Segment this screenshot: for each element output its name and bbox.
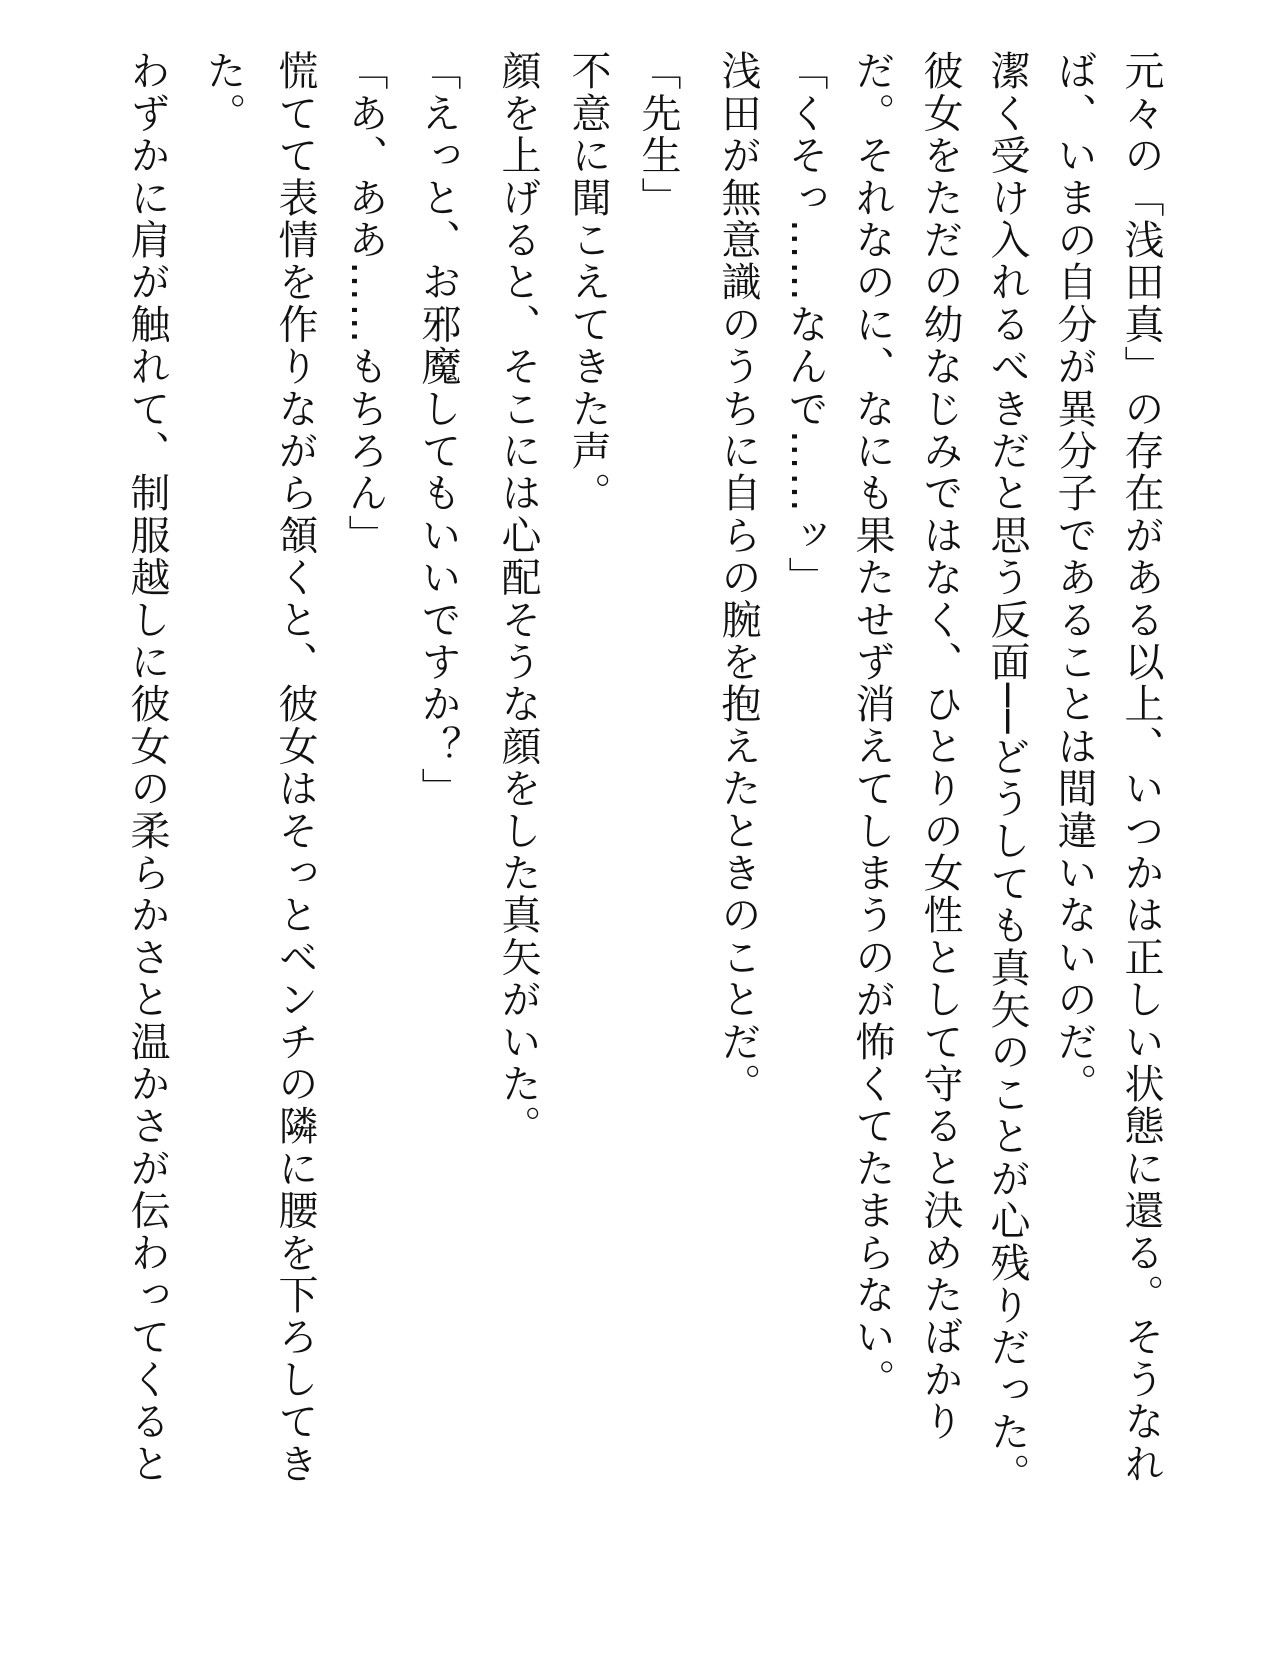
text-column-3: 潔く受け入れるべきだと思う反面──どうしても真矢のことが心残りだった。 <box>984 50 1030 1496</box>
text-column-14: た。 <box>200 50 246 135</box>
text-column-9: 不意に聞こえてきた声。 <box>565 50 611 515</box>
text-column-8: 「先生」 <box>635 50 681 219</box>
text-column-12: 「あ、ああ……もちろん」 <box>342 50 388 557</box>
text-column-4: 彼女をただの幼なじみではなく、ひとりの女性として守ると決めたばかり <box>917 50 963 1443</box>
text-column-5: だ。それなのに、なにも果たせず消えてしまうのが怖くてたまらない。 <box>849 50 895 1401</box>
text-column-2: ば、いまの自分が異分子であることは間違いないのだ。 <box>1051 50 1097 1105</box>
text-column-13: 慌てて表情を作りながら頷くと、彼女はそっとベンチの隣に腰を下ろしてき <box>272 50 318 1485</box>
text-column-11: 「えっと、お邪魔してもいいですか？」 <box>415 50 461 810</box>
text-column-10: 顔を上げると、そこには心配そうな顔をした真矢がいた。 <box>495 50 541 1148</box>
text-column-1: 元々の「浅田真」の存在がある以上、いつかは正しい状態に還る。そうなれ <box>1118 50 1164 1485</box>
text-column-6: 「くそっ……なんで……ッ」 <box>782 50 828 599</box>
text-column-7: 浅田が無意識のうちに自らの腕を抱えたときのことだ。 <box>715 50 761 1105</box>
text-column-15: わずかに肩が触れて、制服越しに彼女の柔らかさと温かさが伝わってくると <box>124 50 170 1485</box>
